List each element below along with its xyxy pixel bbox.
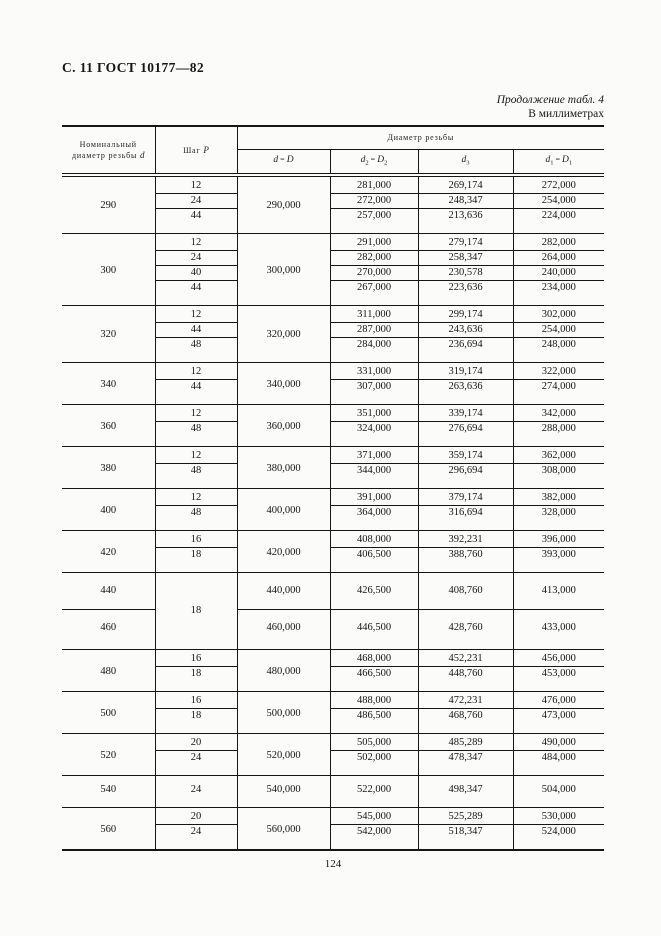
- table-row: [62, 808, 604, 825]
- d2-eq-D2-value: 284,000: [330, 338, 418, 363]
- d3-value: 263,636: [418, 380, 513, 405]
- d3-value: 478,347: [418, 751, 513, 776]
- step-value: 24: [155, 825, 237, 851]
- d3-value: 299,174: [418, 306, 513, 323]
- nominal-diameter-value: 420: [62, 531, 155, 573]
- step-value: 40: [155, 266, 237, 281]
- d3-value: 359,174: [418, 447, 513, 464]
- col-header-nominal-line1: Номинальный: [79, 140, 137, 149]
- step-value: 24: [155, 194, 237, 209]
- step-value: 12: [155, 234, 237, 251]
- d3-value: 258,347: [418, 251, 513, 266]
- step-value: 24: [155, 776, 237, 808]
- d2-eq-D2-value: 287,000: [330, 323, 418, 338]
- d-eq-D-value: 480,000: [237, 650, 330, 692]
- page-number: 124: [324, 858, 342, 870]
- d3-value: 485,289: [418, 734, 513, 751]
- table-row: [62, 175, 604, 194]
- d3-value: 408,760: [418, 573, 513, 610]
- table-row: [62, 447, 604, 464]
- d-eq-D-value: 540,000: [237, 776, 330, 808]
- d1-eq-D1-value: 308,000: [513, 464, 604, 489]
- d3-value: 472,231: [418, 692, 513, 709]
- step-value: 12: [155, 306, 237, 323]
- table-row: [62, 610, 604, 650]
- continuation-note: Продолжение табл. 4: [496, 94, 604, 106]
- d2-eq-D2-value: 311,000: [330, 306, 418, 323]
- col-header-step-label: Шаг: [183, 145, 201, 155]
- table-row: [62, 531, 604, 548]
- d-eq-D-value: 320,000: [237, 306, 330, 363]
- d2-eq-D2-value: 446,500: [330, 610, 418, 650]
- d-eq-D-value: 300,000: [237, 234, 330, 306]
- step-value: 18: [155, 548, 237, 573]
- col-header-d3: $d_3$: [418, 149, 513, 175]
- step-value: 48: [155, 506, 237, 531]
- d3-value: 276,694: [418, 422, 513, 447]
- d-eq-D-value: 290,000: [237, 175, 330, 234]
- d3-value: 379,174: [418, 489, 513, 506]
- nominal-diameter-value: 300: [62, 234, 155, 306]
- d1-eq-D1-value: 484,000: [513, 751, 604, 776]
- step-value: 12: [155, 363, 237, 380]
- d1-eq-D1-value: 224,000: [513, 209, 604, 234]
- d-eq-D-value: 420,000: [237, 531, 330, 573]
- nominal-diameter-value: 480: [62, 650, 155, 692]
- d1-eq-D1-value: 254,000: [513, 194, 604, 209]
- d-eq-D-value: 360,000: [237, 405, 330, 447]
- d1-eq-D1-value: 382,000: [513, 489, 604, 506]
- thread-diameter-table: [62, 125, 604, 851]
- step-value: 12: [155, 405, 237, 422]
- nominal-diameter-value: 520: [62, 734, 155, 776]
- table-row: [62, 363, 604, 380]
- d1-eq-D1-value: 476,000: [513, 692, 604, 709]
- step-value: 12: [155, 175, 237, 194]
- d2-eq-D2-value: 391,000: [330, 489, 418, 506]
- table-row: [62, 734, 604, 751]
- d3-value: 388,760: [418, 548, 513, 573]
- d3-value: 269,174: [418, 175, 513, 194]
- d-eq-D-value: 400,000: [237, 489, 330, 531]
- d3-value: 248,347: [418, 194, 513, 209]
- table-body: [62, 175, 604, 850]
- d2-eq-D2-value: 307,000: [330, 380, 418, 405]
- nominal-diameter-value: 340: [62, 363, 155, 405]
- d1-eq-D1-value: 264,000: [513, 251, 604, 266]
- d3-value: 279,174: [418, 234, 513, 251]
- nominal-diameter-value: 540: [62, 776, 155, 808]
- step-value: 44: [155, 209, 237, 234]
- d3-value: 392,231: [418, 531, 513, 548]
- step-value: 44: [155, 323, 237, 338]
- table-row: [62, 234, 604, 251]
- d3-value: 296,694: [418, 464, 513, 489]
- nominal-diameter-value: 320: [62, 306, 155, 363]
- d2-eq-D2-value: 542,000: [330, 825, 418, 851]
- d-eq-D-value: 500,000: [237, 692, 330, 734]
- d2-eq-D2-value: 545,000: [330, 808, 418, 825]
- table-row: [62, 306, 604, 323]
- d2-eq-D2-value: 426,500: [330, 573, 418, 610]
- table-header: [62, 126, 604, 175]
- col-header-step: [155, 126, 237, 175]
- col-header-d1-eq-D1: $d_1 = D_1$: [513, 149, 604, 175]
- d1-eq-D1-value: 490,000: [513, 734, 604, 751]
- d1-eq-D1-value: 433,000: [513, 610, 604, 650]
- nominal-diameter-value: 440: [62, 573, 155, 610]
- d2-eq-D2-value: 488,000: [330, 692, 418, 709]
- col-header-nominal-line2: диаметр резьбы: [71, 151, 138, 160]
- d2-eq-D2-value: 486,500: [330, 709, 418, 734]
- col-header-d2-eq-D2: $d_2 = D_2$: [330, 149, 418, 175]
- nominal-diameter-value: 460: [100, 622, 117, 633]
- d-eq-D-value: 460,000: [237, 610, 330, 650]
- d2-eq-D2-value: 406,500: [330, 548, 418, 573]
- d-eq-D-value: 560,000: [237, 808, 330, 851]
- units-note: В миллиметрах: [528, 108, 604, 120]
- table-row: [62, 692, 604, 709]
- d2-eq-D2-value: 351,000: [330, 405, 418, 422]
- d2-eq-D2-value: 505,000: [330, 734, 418, 751]
- d1-eq-D1-value: 240,000: [513, 266, 604, 281]
- step-value: 20: [155, 734, 237, 751]
- d3-value: 339,174: [418, 405, 513, 422]
- step-value: 16: [155, 650, 237, 667]
- d1-eq-D1-value: 413,000: [513, 573, 604, 610]
- d1-eq-D1-value: 396,000: [513, 531, 604, 548]
- d1-eq-D1-value: 254,000: [513, 323, 604, 338]
- d-eq-D-value: 380,000: [237, 447, 330, 489]
- d1-eq-D1-value: 282,000: [513, 234, 604, 251]
- step-value: 24: [155, 751, 237, 776]
- d1-eq-D1-value: 362,000: [513, 447, 604, 464]
- d1-eq-D1-value: 530,000: [513, 808, 604, 825]
- step-value: 48: [155, 464, 237, 489]
- d3-value: 468,760: [418, 709, 513, 734]
- d3-value: 316,694: [418, 506, 513, 531]
- table-row: [62, 405, 604, 422]
- symbol-P: P: [203, 144, 209, 155]
- d3-value: 498,347: [418, 776, 513, 808]
- table-row: [62, 776, 604, 808]
- step-value: 44: [155, 380, 237, 405]
- step-value: 18: [155, 573, 237, 650]
- d2-eq-D2-value: 331,000: [330, 363, 418, 380]
- table-row: [62, 573, 604, 610]
- d1-eq-D1-value: 274,000: [513, 380, 604, 405]
- d1-eq-D1-value: 328,000: [513, 506, 604, 531]
- symbol-d: d: [140, 150, 145, 160]
- d1-eq-D1-value: 504,000: [513, 776, 604, 808]
- d-eq-D-value: 520,000: [237, 734, 330, 776]
- d1-eq-D1-value: 302,000: [513, 306, 604, 323]
- nominal-diameter-value: 360: [62, 405, 155, 447]
- step-value: 44: [155, 281, 237, 306]
- d3-value: 223,636: [418, 281, 513, 306]
- col-header-nominal-diameter: [62, 126, 155, 175]
- d3-value: 448,760: [418, 667, 513, 692]
- document-page: [62, 0, 604, 870]
- d2-eq-D2-value: 272,000: [330, 194, 418, 209]
- d1-eq-D1-value: 456,000: [513, 650, 604, 667]
- nominal-diameter-value: 500: [62, 692, 155, 734]
- d2-eq-D2-value: 466,500: [330, 667, 418, 692]
- d2-eq-D2-value: 270,000: [330, 266, 418, 281]
- d2-eq-D2-value: 468,000: [330, 650, 418, 667]
- step-value: 12: [155, 489, 237, 506]
- step-value: 16: [155, 531, 237, 548]
- step-value: 16: [155, 692, 237, 709]
- col-header-d-eq-D: d = D: [237, 149, 330, 175]
- d1-eq-D1-value: 234,000: [513, 281, 604, 306]
- nominal-diameter-value: 380: [62, 447, 155, 489]
- d1-eq-D1-value: 393,000: [513, 548, 604, 573]
- table-row: [62, 650, 604, 667]
- table-row: [62, 489, 604, 506]
- page-title: С. 11 ГОСТ 10177—82: [62, 60, 205, 75]
- step-value: 18: [155, 709, 237, 734]
- nominal-diameter-value: 290: [62, 175, 155, 234]
- d1-eq-D1-value: 272,000: [513, 175, 604, 194]
- d2-eq-D2-value: 408,000: [330, 531, 418, 548]
- d1-eq-D1-value: 524,000: [513, 825, 604, 851]
- d1-eq-D1-value: 453,000: [513, 667, 604, 692]
- d2-eq-D2-value: 257,000: [330, 209, 418, 234]
- nominal-diameter-value: 400: [62, 489, 155, 531]
- d2-eq-D2-value: 282,000: [330, 251, 418, 266]
- step-value: 48: [155, 422, 237, 447]
- d2-eq-D2-value: 522,000: [330, 776, 418, 808]
- d2-eq-D2-value: 324,000: [330, 422, 418, 447]
- d-eq-D-value: 340,000: [237, 363, 330, 405]
- d1-eq-D1-value: 288,000: [513, 422, 604, 447]
- d3-value: 243,636: [418, 323, 513, 338]
- d3-value: 319,174: [418, 363, 513, 380]
- step-value: 18: [155, 667, 237, 692]
- d2-eq-D2-value: 281,000: [330, 175, 418, 194]
- table-notes: [62, 93, 604, 121]
- d2-eq-D2-value: 364,000: [330, 506, 418, 531]
- d3-value: 213,636: [418, 209, 513, 234]
- d1-eq-D1-value: 322,000: [513, 363, 604, 380]
- step-value: 20: [155, 808, 237, 825]
- nominal-diameter-value: 560: [62, 808, 155, 851]
- d2-eq-D2-value: 371,000: [330, 447, 418, 464]
- d-eq-D-value: 440,000: [237, 573, 330, 610]
- d1-eq-D1-value: 342,000: [513, 405, 604, 422]
- d1-eq-D1-value: 473,000: [513, 709, 604, 734]
- d3-value: 518,347: [418, 825, 513, 851]
- d2-eq-D2-value: 502,000: [330, 751, 418, 776]
- d3-value: 525,289: [418, 808, 513, 825]
- d2-eq-D2-value: 291,000: [330, 234, 418, 251]
- col-header-thread-diameter: Диаметр резьбы: [237, 126, 604, 149]
- d2-eq-D2-value: 344,000: [330, 464, 418, 489]
- d1-eq-D1-value: 248,000: [513, 338, 604, 363]
- step-value: 24: [155, 251, 237, 266]
- d3-value: 452,231: [418, 650, 513, 667]
- d3-value: 230,578: [418, 266, 513, 281]
- step-value: 12: [155, 447, 237, 464]
- d3-value: 428,760: [418, 610, 513, 650]
- step-value: 48: [155, 338, 237, 363]
- d2-eq-D2-value: 267,000: [330, 281, 418, 306]
- d3-value: 236,694: [418, 338, 513, 363]
